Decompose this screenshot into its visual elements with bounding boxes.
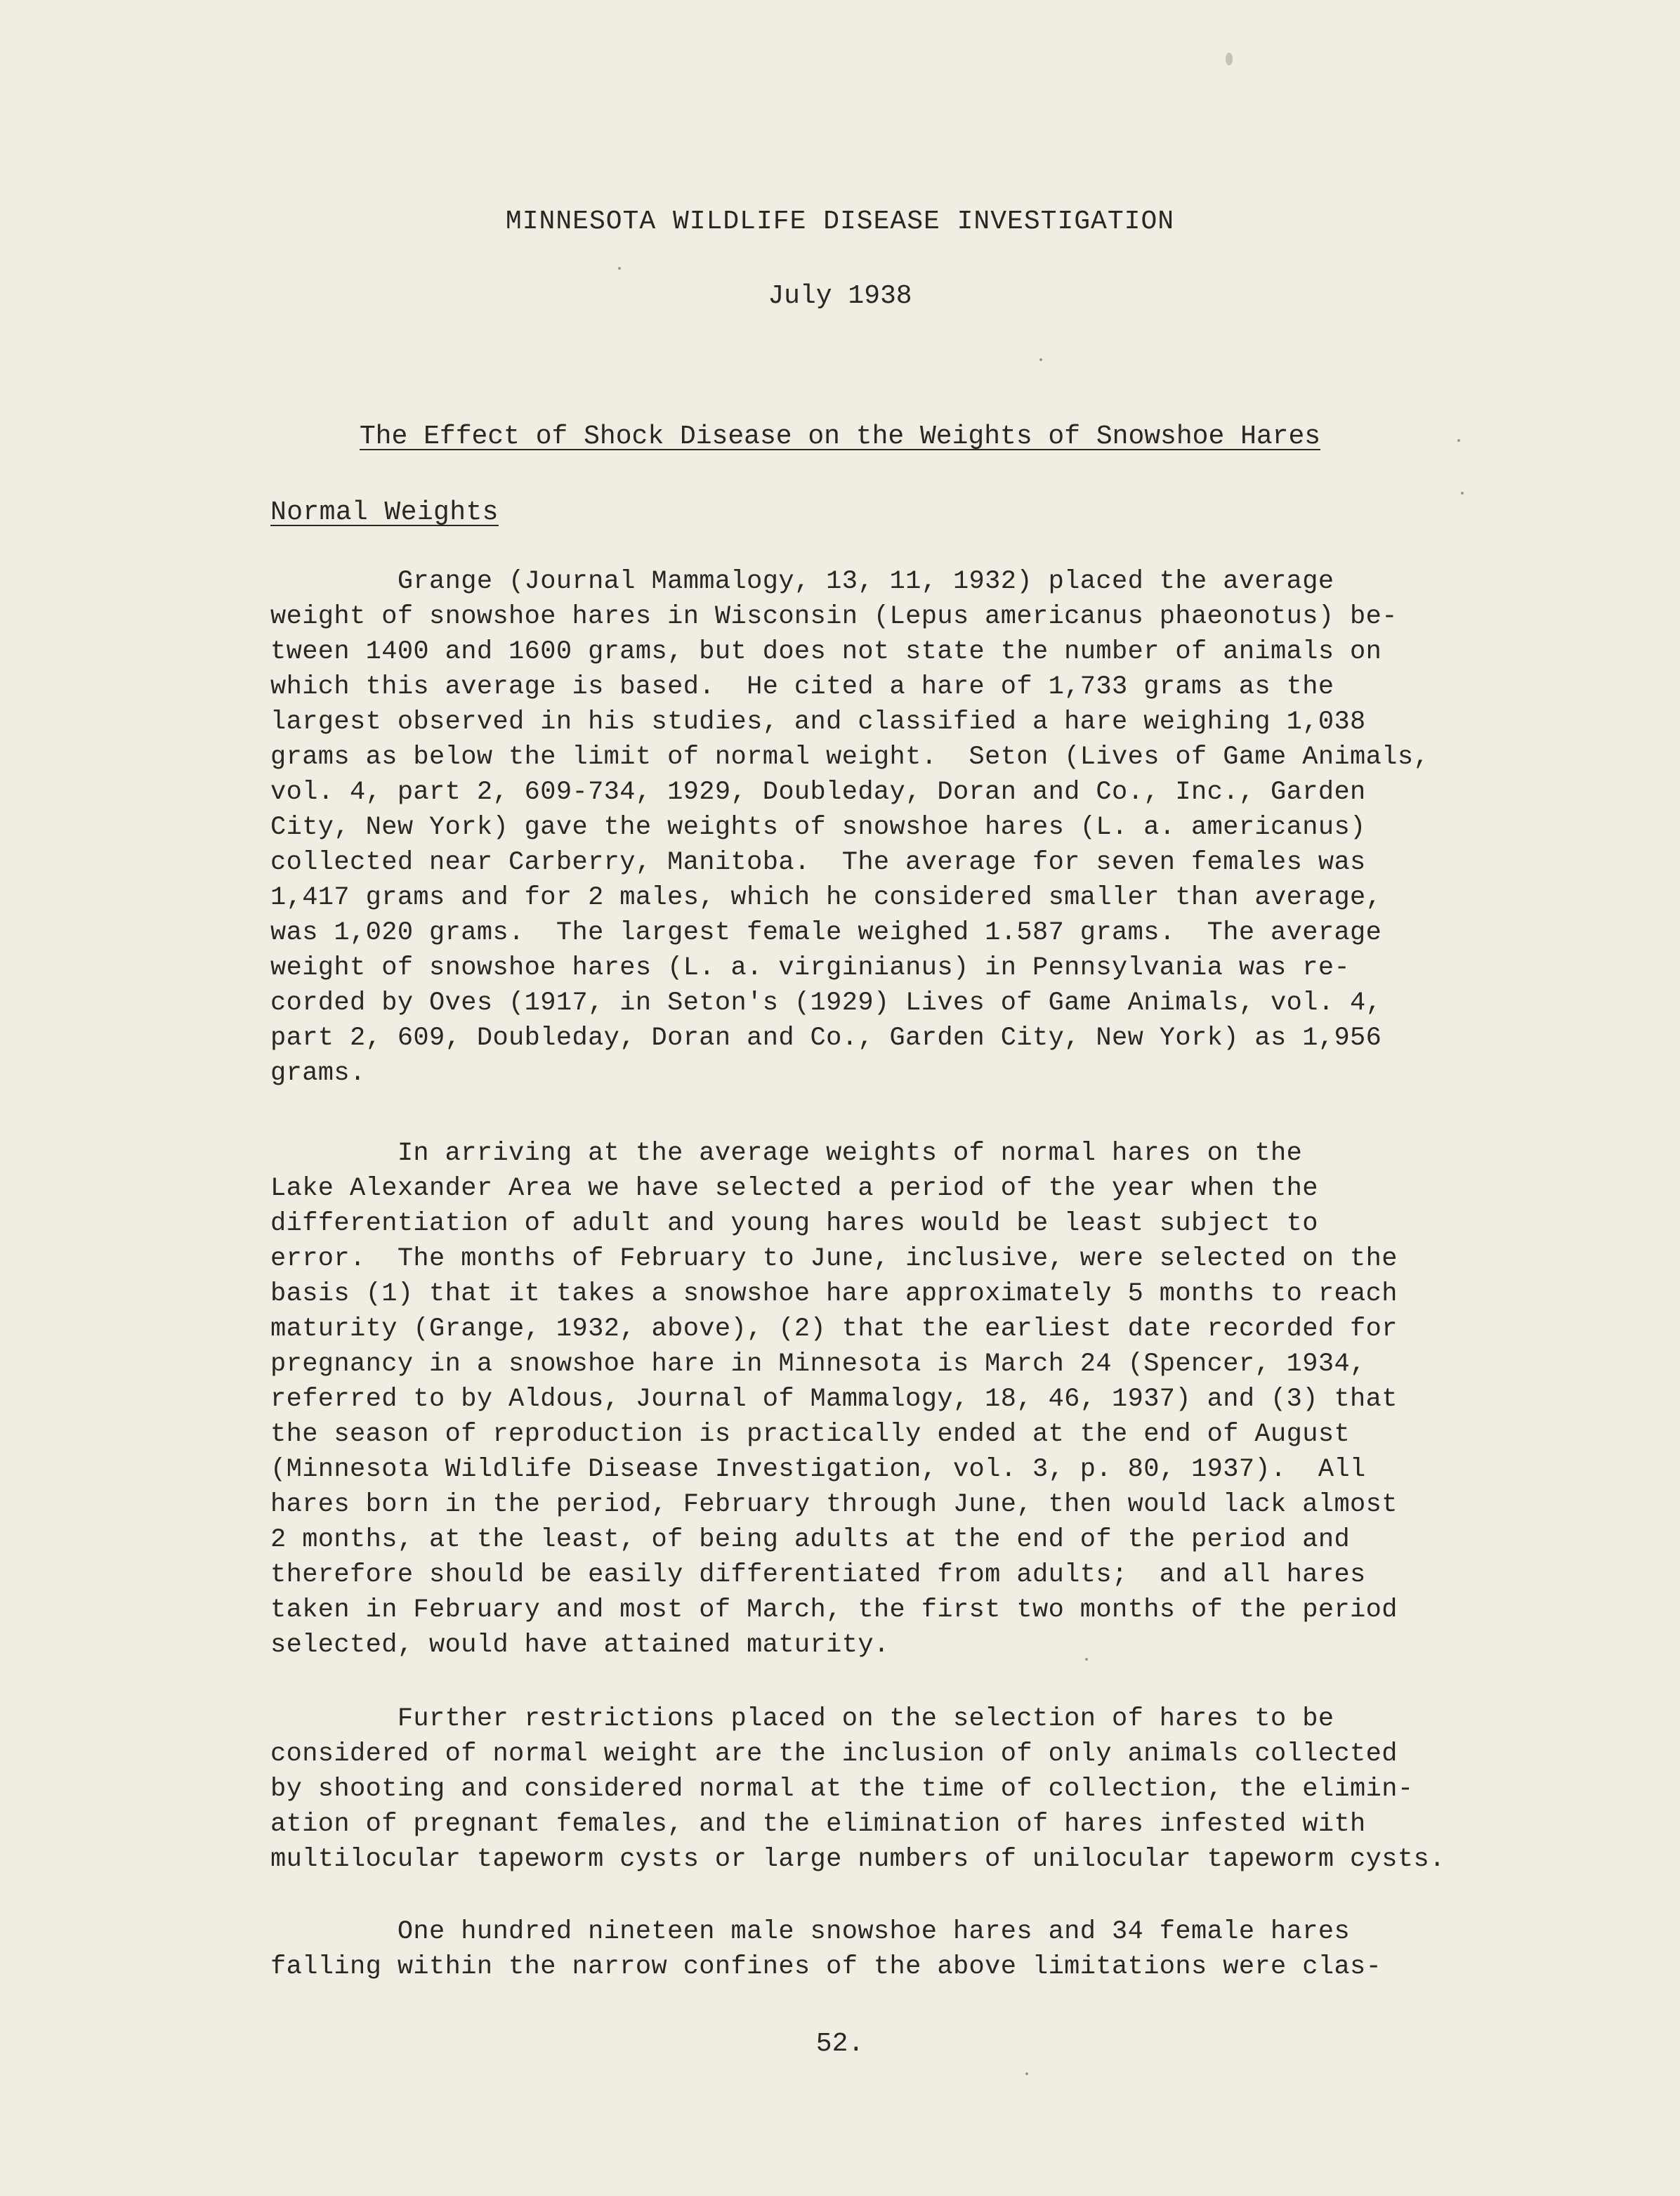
paragraph-line: ation of pregnant females, and the elimination of hares infested with	[270, 1810, 1366, 1839]
paragraph-line: the season of reproduction is practically ended at the end of August	[270, 1420, 1351, 1449]
paragraph-line: weight of snowshoe hares (L. a. virginianus) in Pennsylvania was re-	[270, 953, 1351, 983]
paragraph-line: 1,417 grams and for 2 males, which he considered smaller than average,	[270, 883, 1382, 913]
document-header-title: MINNESOTA WILDLIFE DISEASE INVESTIGATION	[505, 207, 1175, 237]
paragraph-line: City, New York) gave the weights of snowshoe hares (L. a. americanus)	[270, 813, 1366, 842]
paragraph-line: One hundred nineteen male snowshoe hares and 34 female hares	[270, 1917, 1351, 1947]
paper-speck	[1457, 439, 1460, 442]
paragraph-line: Further restrictions placed on the selection of hares to be	[270, 1704, 1334, 1734]
paper-speck	[1461, 492, 1464, 495]
paragraph-line: grams as below the limit of normal weight. Seton (Lives of Game Animals,	[270, 743, 1430, 772]
paragraph-line: taken in February and most of March, the first two months of the period	[270, 1595, 1398, 1625]
paragraph-line: was 1,020 grams. The largest female weighed 1.587 grams. The average	[270, 918, 1382, 948]
article-title: The Effect of Shock Disease on the Weights of Snowshoe Hares	[359, 421, 1321, 452]
paragraph-line: falling within the narrow confines of the above limitations were clas-	[270, 1952, 1382, 1982]
paragraph-line: by shooting and considered normal at the time of collection, the elimin-	[270, 1775, 1414, 1804]
paragraph-1	[270, 564, 1429, 1091]
paragraph-4	[270, 1914, 1382, 1985]
paper-speck	[1226, 53, 1233, 65]
paragraph-line: which this average is based. He cited a hare of 1,733 grams as the	[270, 672, 1334, 702]
paragraph-line: therefore should be easily differentiated from adults; and all hares	[270, 1560, 1366, 1590]
paragraph-line: basis (1) that it takes a snowshoe hare approximately 5 months to reach	[270, 1279, 1398, 1309]
paragraph-line: multilocular tapeworm cysts or large numbers of unilocular tapeworm cysts.	[270, 1845, 1445, 1874]
paragraph-line: tween 1400 and 1600 grams, but does not state the number of animals on	[270, 637, 1382, 667]
paragraph-line: corded by Oves (1917, in Seton's (1929) Lives of Game Animals, vol. 4,	[270, 988, 1382, 1018]
paragraph-line: considered of normal weight are the inclusion of only animals collected	[270, 1739, 1398, 1769]
paragraph-line: collected near Carberry, Manitoba. The average for seven females was	[270, 848, 1366, 877]
paragraph-line: Grange (Journal Mammalogy, 13, 11, 1932) placed the average	[270, 567, 1334, 596]
paragraph-line: weight of snowshoe hares in Wisconsin (Lepus americanus phaeonotus) be-	[270, 602, 1398, 632]
paper-speck	[1085, 1658, 1088, 1661]
page-number: 52.	[815, 2029, 865, 2059]
paragraph-line: error. The months of February to June, inclusive, were selected on the	[270, 1244, 1398, 1274]
paper-speck	[1039, 358, 1042, 361]
paragraph-line: Lake Alexander Area we have selected a period of the year when the	[270, 1174, 1318, 1203]
paper-speck	[1025, 2072, 1028, 2075]
paragraph-line: vol. 4, part 2, 609-734, 1929, Doubleday, Doran and Co., Inc., Garden	[270, 778, 1366, 807]
paragraph-line: In arriving at the average weights of normal hares on the	[270, 1139, 1303, 1168]
paragraph-2	[270, 1136, 1398, 1663]
paragraph-line: referred to by Aldous, Journal of Mammalogy, 18, 46, 1937) and (3) that	[270, 1385, 1398, 1414]
paragraph-line: (Minnesota Wildlife Disease Investigation, vol. 3, p. 80, 1937). All	[270, 1455, 1366, 1484]
paragraph-line: part 2, 609, Doubleday, Doran and Co., Garden City, New York) as 1,956	[270, 1024, 1382, 1053]
paragraph-line: maturity (Grange, 1932, above), (2) that the earliest date recorded for	[270, 1314, 1398, 1344]
document-date: July 1938	[768, 281, 912, 311]
paragraph-line: 2 months, at the least, of being adults at the end of the period and	[270, 1525, 1351, 1555]
paragraph-line: pregnancy in a snowshoe hare in Minnesota is March 24 (Spencer, 1934,	[270, 1349, 1366, 1379]
section-heading: Normal Weights	[270, 497, 499, 528]
paragraph-line: differentiation of adult and young hares would be least subject to	[270, 1209, 1318, 1238]
paragraph-line: hares born in the period, February through June, then would lack almost	[270, 1490, 1398, 1519]
paragraph-line: selected, would have attained maturity.	[270, 1630, 890, 1660]
paragraph-3	[270, 1701, 1445, 1877]
paragraph-line: grams.	[270, 1059, 366, 1088]
paper-speck	[618, 267, 621, 270]
paragraph-line: largest observed in his studies, and classified a hare weighing 1,038	[270, 707, 1366, 737]
